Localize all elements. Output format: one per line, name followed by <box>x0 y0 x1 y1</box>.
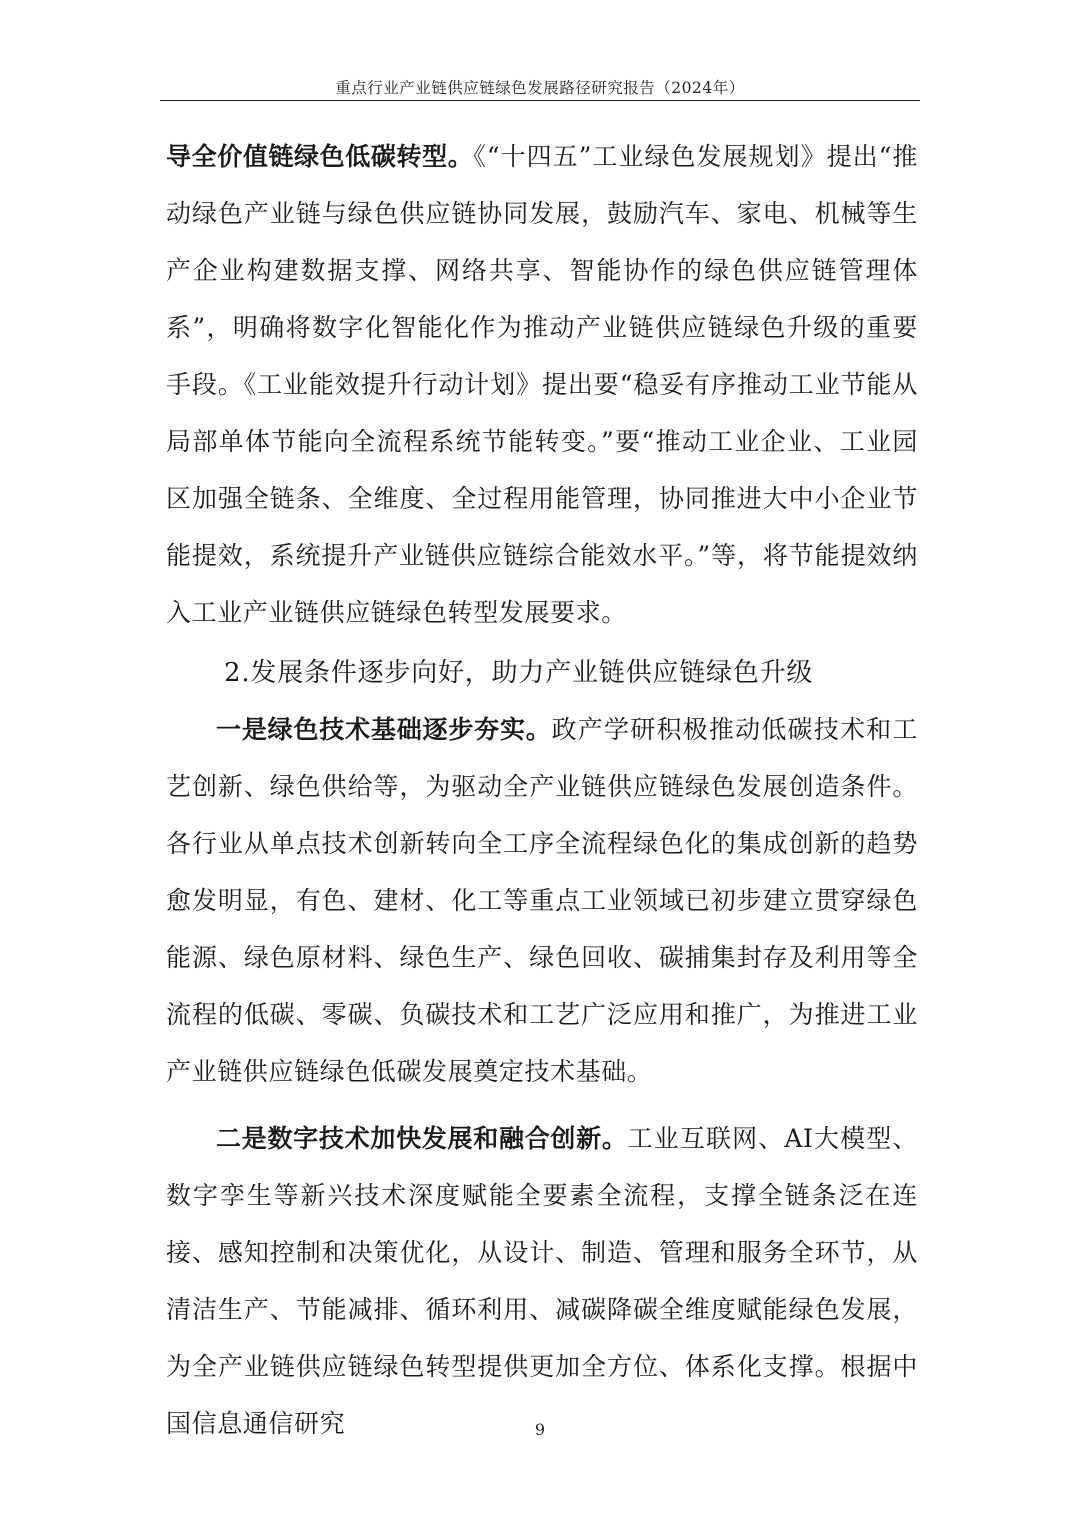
paragraph-green-tech <box>166 701 918 1100</box>
paragraph-gap <box>166 1100 918 1110</box>
running-header: 重点行业产业链供应链绿色发展路径研究报告（2024年） <box>335 79 745 97</box>
body-text <box>166 128 918 1452</box>
paragraph-lead: 导全价值链绿色低碳转型。 <box>166 142 474 171</box>
paragraph-policy <box>166 128 918 641</box>
paragraph-lead: 一是绿色技术基础逐步夯实。 <box>216 715 552 744</box>
paragraph-text: 《“十四五”工业绿色发展规划》提出“推动绿色产业链与绿色供应链协同发展，鼓励汽车、家电、机械等生产企业构建数据支撑、网络共享、智能协作的绿色供应链管理体系”，明确将数字化智能化作为推动产业链供应链绿色升级的重要手段。《工业能效提升行动计划》提出要“稳妥有序推动工业节能从局部单体节能向全流程系统节能转变。”要“推动工业企业、工业园区加强全链条、全维度、全过程用能管理，协同推进大中小企业节能提效，系统提升产业链供应链综合能效水平。”等，将节能提效纳入工业产业链供应链绿色转型发展要求。 <box>166 142 918 627</box>
page-number: 9 <box>534 1420 546 1439</box>
paragraph-digital-tech <box>166 1110 918 1452</box>
section-heading: 2.发展条件逐步向好，助力产业链供应链绿色升级 <box>224 658 814 688</box>
paragraph-text: 政产学研积极推动低碳技术和工艺创新、绿色供给等，为驱动全产业链供应链绿色发展创造条件。各行业从单点技术创新转向全工序全流程绿色化的集成创新的趋势愈发明显，有色、建材、化工等重点工业领域已初步建立贯穿绿色能源、绿色原材料、绿色生产、绿色回收、碳捕集封存及利用等全流程的低碳、零碳、负碳技术和工艺广泛应用和推广，为推进工业产业链供应链绿色低碳发展奠定技术基础。 <box>166 715 918 1086</box>
paragraph-lead: 二是数字技术加快发展和融合创新。 <box>216 1124 628 1153</box>
header-rule <box>160 100 920 101</box>
paragraph-text: 工业互联网、AI大模型、数字孪生等新兴技术深度赋能全要素全流程，支撑全链条泛在连接、感知控制和决策优化，从设计、制造、管理和服务全环节，从清洁生产、节能减排、循环利用、减碳降碳全维度赋能绿色发展，为全产业链供应链绿色转型提供更加全方位、体系化支撑。根据中国信息通信研究 <box>166 1124 918 1438</box>
